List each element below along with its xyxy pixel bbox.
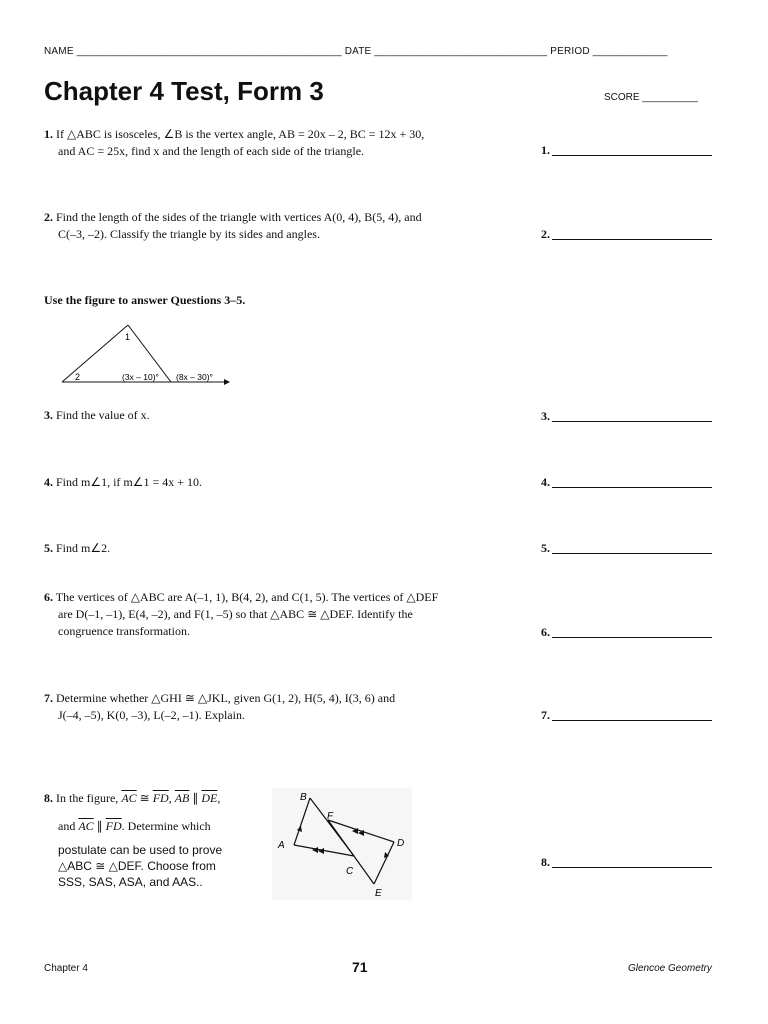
answer-line[interactable] <box>552 486 712 488</box>
triangle-figure <box>58 318 233 390</box>
angle-expression-a: (3x – 10)° <box>122 372 159 382</box>
congruent-symbol: ≅ <box>136 791 153 805</box>
question-text: and <box>58 819 79 833</box>
question-text: If △ABC is isosceles, ∠B is the vertex angle, AB = 20x – 2, BC = 12x + 30, <box>53 127 425 141</box>
vertex-label-e: E <box>375 888 382 899</box>
answer-line[interactable] <box>552 154 712 156</box>
answer-label: 3. <box>541 409 550 423</box>
question-text: postulate can be used to prove <box>58 843 223 857</box>
name-field[interactable]: ______________________________________________ <box>76 46 342 57</box>
question-2 <box>44 209 514 243</box>
question-number: 7. <box>44 691 53 705</box>
footer-book-title: Glencoe Geometry <box>628 963 712 974</box>
page-number: 71 <box>352 959 368 975</box>
ray-arrowhead <box>224 379 230 385</box>
answer-label: 5. <box>541 541 550 555</box>
question-number: 3. <box>44 408 53 422</box>
question-number: 4. <box>44 475 53 489</box>
question-text: and AC = 25x, find x and the length of each side of the triangle. <box>58 144 365 158</box>
answer-line[interactable] <box>552 636 712 638</box>
answer-blank-6[interactable] <box>541 625 712 640</box>
question-text: Find the value of x. <box>53 408 150 422</box>
page-title: Chapter 4 Test, Form 3 <box>44 76 324 106</box>
question-text: Find the length of the sides of the triangle with vertices A(0, 4), B(5, 4), and <box>53 210 422 224</box>
answer-blank-3[interactable] <box>541 409 712 424</box>
question-5 <box>44 540 514 557</box>
angle-label-2: 2 <box>75 372 81 382</box>
figure-background <box>272 788 412 900</box>
question-8 <box>44 790 274 890</box>
question-text: J(–4, –5), K(0, –3), L(–2, –1). Explain. <box>58 708 245 722</box>
vertex-label-f: F <box>327 811 334 822</box>
question-text: △ABC ≅ △DEF. Choose from <box>58 859 216 873</box>
answer-line[interactable] <box>552 420 712 422</box>
question-text: Determine whether △GHI ≅ △JKL, given G(1, 2), H(5, 4), I(3, 6) and <box>53 691 396 705</box>
question-number: 6. <box>44 590 53 604</box>
question-number: 2. <box>44 210 53 224</box>
question-text: C(–3, –2). Classify the triangle by its sides and angles. <box>58 227 320 241</box>
question-6 <box>44 589 514 640</box>
vertex-label-b: B <box>300 792 307 803</box>
question-text: Find m∠1, if m∠1 = 4x + 10. <box>53 475 203 489</box>
question-number: 5. <box>44 541 53 555</box>
segment-ac: $\overline{AC}$ <box>121 791 137 805</box>
footer-chapter: Chapter 4 <box>44 963 88 974</box>
question-text: SSS, SAS, ASA, and AAS.. <box>58 875 203 889</box>
vertex-label-d: D <box>397 838 405 849</box>
question-3 <box>44 407 514 424</box>
separator: , <box>217 791 221 805</box>
separator: , <box>168 791 175 805</box>
segment-fd: $\overline{FD}$ <box>105 819 122 833</box>
answer-line[interactable] <box>552 552 712 554</box>
answer-label: 2. <box>541 227 550 241</box>
question-text: . Determine which <box>121 819 211 833</box>
question-number: 8. <box>44 791 53 805</box>
question-text: congruence transformation. <box>58 624 190 638</box>
answer-line[interactable] <box>552 866 712 868</box>
angle-label-1: 1 <box>125 332 131 342</box>
answer-blank-4[interactable] <box>541 475 712 490</box>
question-7 <box>44 690 514 724</box>
segment-de: $\overline{DE}$ <box>201 791 218 805</box>
angle-expression-b: (8x – 30)° <box>176 372 213 382</box>
parallel-symbol: ∥ <box>93 819 106 833</box>
answer-line[interactable] <box>552 719 712 721</box>
date-label: DATE <box>344 46 372 57</box>
answer-blank-2[interactable] <box>541 227 712 242</box>
question-text: are D(–1, –1), E(4, –2), and F(1, –5) so that △ABC ≅ △DEF. Identify the <box>58 607 413 621</box>
answer-blank-5[interactable] <box>541 541 712 556</box>
answer-label: 1. <box>541 143 550 157</box>
answer-blank-1[interactable] <box>541 143 712 158</box>
period-label: PERIOD <box>550 46 590 57</box>
answer-label: 6. <box>541 625 550 639</box>
instruction: Use the figure to answer Questions 3–5. <box>44 293 246 307</box>
score-field[interactable]: __________ <box>642 92 698 103</box>
question-text: Find m∠2. <box>53 541 111 555</box>
answer-blank-7[interactable] <box>541 708 712 723</box>
parallel-triangles-figure <box>272 788 412 900</box>
answer-line[interactable] <box>552 238 712 240</box>
question-text: The vertices of △ABC are A(–1, 1), B(4, 2), and C(1, 5). The vertices of △DEF <box>53 590 439 604</box>
answer-label: 4. <box>541 475 550 489</box>
vertex-label-c: C <box>346 866 354 877</box>
name-label: NAME <box>44 46 74 57</box>
date-field[interactable]: ______________________________ <box>374 46 548 57</box>
score-block <box>604 92 698 103</box>
score-label: SCORE <box>604 92 640 103</box>
question-number: 1. <box>44 127 53 141</box>
period-field[interactable]: _____________ <box>592 46 668 57</box>
answer-label: 7. <box>541 708 550 722</box>
question-text: In the figure, <box>53 791 122 805</box>
segment-ab: $\overline{AB}$ <box>174 791 190 805</box>
question-1 <box>44 126 514 160</box>
question-4 <box>44 474 514 491</box>
segment-fd: $\overline{FD}$ <box>152 791 169 805</box>
triangle-side <box>62 325 131 382</box>
header-row <box>44 46 724 57</box>
vertex-label-a: A <box>278 840 285 851</box>
segment-ac: $\overline{AC}$ <box>78 819 94 833</box>
parallel-symbol: ∥ <box>189 791 202 805</box>
answer-label: 8. <box>541 855 550 869</box>
answer-blank-8[interactable] <box>541 855 712 870</box>
